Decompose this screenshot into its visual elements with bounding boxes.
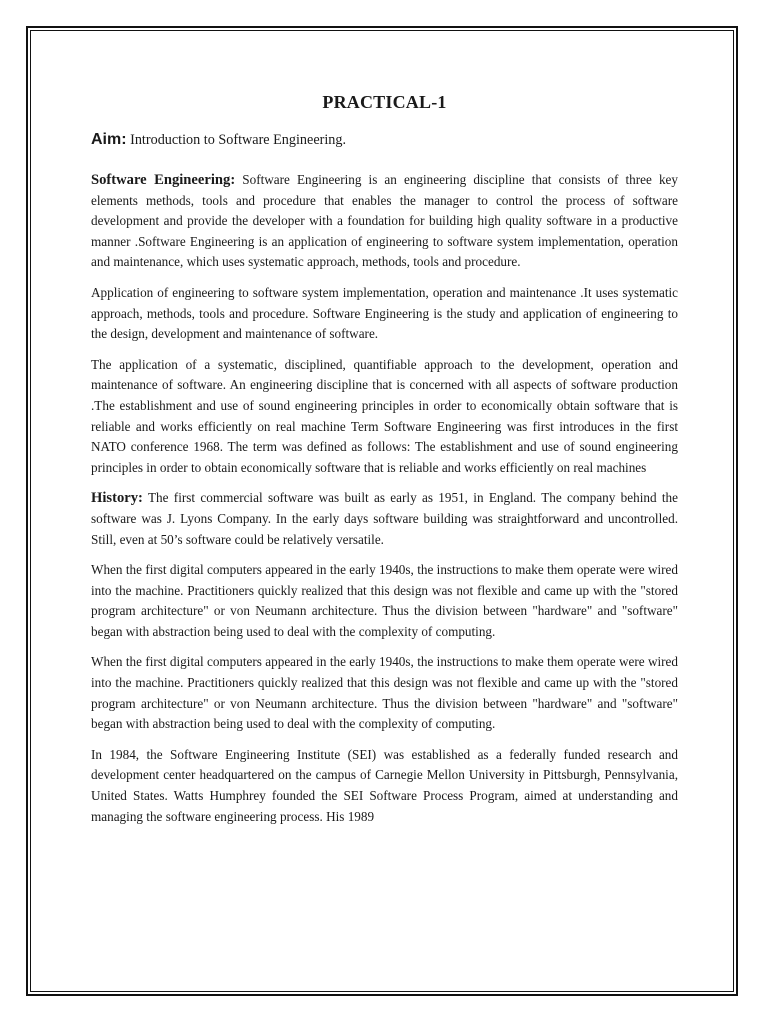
software-engineering-paragraph-2: Application of engineering to software system implementation, operation and maintenance .It uses systematic approach, methods, tools and procedure. Software Engineering is the study and application of engineering to the design, development and maintenance of software. <box>91 284 678 342</box>
section-heading-history: History: <box>91 490 143 507</box>
paragraph-text: The first commercial software was built as early as 1951, in England. The company behind the software was J. Lyons Company. In the early days software building was straightforward and uncontrolled. Still, even at 50’s software could be relatively versatile. <box>91 490 679 547</box>
aim-label: Aim: <box>91 131 127 148</box>
paragraph-text: Software Engineering is an engineering discipline that consists of three key elements methods, tools and procedure that enables the manager to control the process of software development and provide the developer with a foundation for building high quality software in a productive manner .Software Engineering is an application of engineering to software system implementation, operation and maintenance, which uses systematic approach, methods, tools and procedure. <box>91 172 679 270</box>
aim-line <box>91 131 678 149</box>
document-title: PRACTICAL-1 <box>322 92 447 112</box>
history-paragraph-4: In 1984, the Software Engineering Institute (SEI) was established as a federally funded research and development center headquartered on the campus of Carnegie Mellon University in Pittsburgh, Pennsylvania, United States. Watts Humphrey founded the SEI Software Process Program, aimed at understanding and managing the software engineering process. His 1989 <box>91 746 678 824</box>
history-paragraph-2: When the first digital computers appeared in the early 1940s, the instructions to make them operate were wired into the machine. Practitioners quickly realized that this design was not flexible and came up with the "stored program architecture" or von Neumann architecture. Thus the division between "hardware" and "software" began with abstraction being used to deal with the complexity of computing. <box>91 562 678 639</box>
history-paragraph-3: When the first digital computers appeared in the early 1940s, the instructions to make them operate were wired into the machine. Practitioners quickly realized that this design was not flexible and came up with the "stored program architecture" or von Neumann architecture. Thus the division between "hardware" and "software" began with abstraction being used to deal with the complexity of computing. <box>91 654 678 732</box>
software-engineering-paragraph-3: The application of a systematic, disciplined, quantifiable approach to the development, operation and maintenance of software. An engineering discipline that is concerned with all aspects of software production .The establishment and use of sound engineering principles in order to economically obtain software that is reliable and works efficiently on real machine Term Software Engineering was first introduces in the first NATO conference 1968. The term was defined as follows: The establishment and use of sound engineering principles in order to obtain economically software that is reliable and works efficiently on real machines <box>91 356 678 475</box>
section-heading-software-engineering: Software Engineering: <box>91 172 236 188</box>
software-engineering-paragraph-1 <box>91 170 678 273</box>
history-paragraph-1 <box>91 488 678 550</box>
aim-text: Introduction to Software Engineering. <box>126 132 347 148</box>
document-body <box>91 92 678 837</box>
